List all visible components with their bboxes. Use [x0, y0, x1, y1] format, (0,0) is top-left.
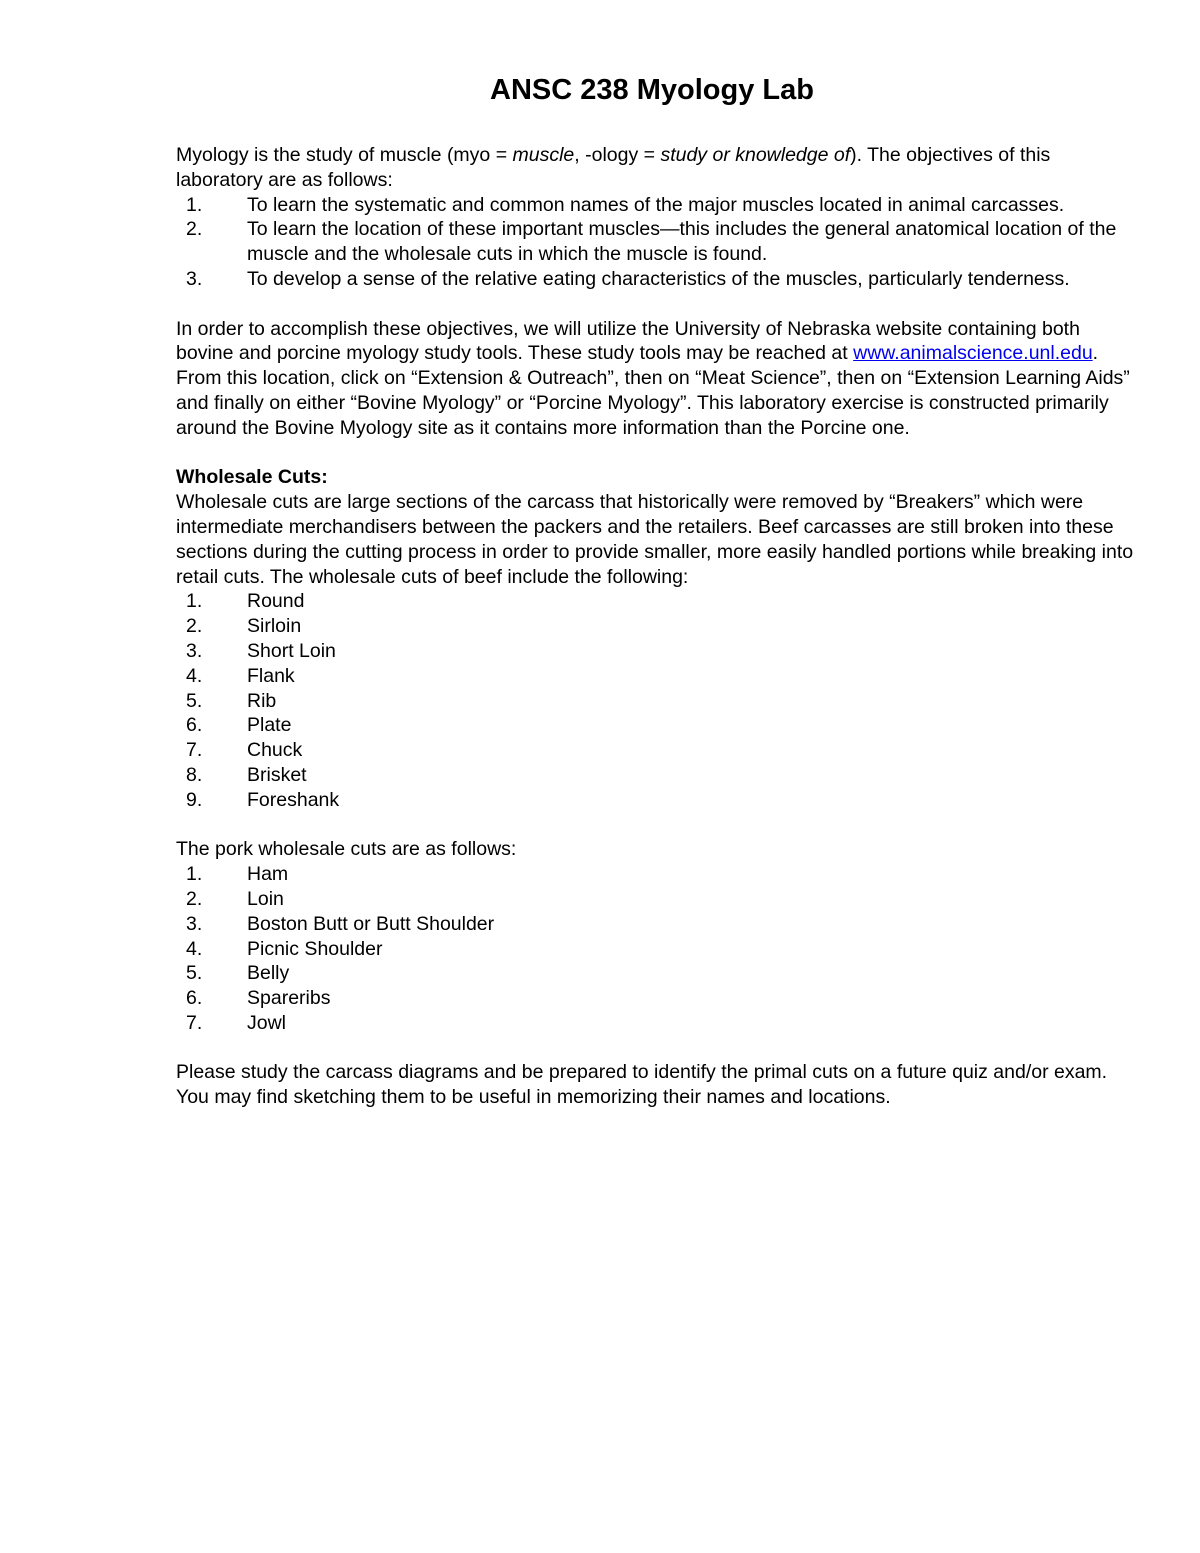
objectives-list [176, 193, 1136, 292]
list-number: 5. [186, 689, 203, 712]
list-item [176, 267, 1136, 292]
list-number: 4. [186, 664, 203, 687]
list-number: 6. [186, 714, 203, 737]
list-item [176, 986, 1136, 1011]
list-text: Rib [247, 689, 277, 712]
pork-intro: The pork wholesale cuts are as follows: [176, 838, 517, 861]
list-item [176, 614, 1136, 639]
website-link[interactable]: www.animalscience.unl.edu [853, 342, 1093, 365]
list-item [176, 887, 1136, 912]
closing-paragraph: Please study the carcass diagrams and be prepared to identify the primal cuts on a future quiz and/or exam. You may find sketching them to be useful in memorizing their names and locations. [176, 1061, 1108, 1109]
list-item [176, 193, 1136, 218]
list-number: 2. [186, 887, 203, 910]
list-number: 3. [186, 912, 203, 935]
list-item [176, 763, 1136, 788]
list-number: 6. [186, 987, 203, 1010]
list-number: 2. [186, 615, 203, 638]
list-text: Foreshank [247, 788, 340, 811]
list-text: To learn the systematic and common names of the major muscles located in animal carcasses. [247, 193, 1065, 216]
list-text: Chuck [247, 739, 303, 762]
list-number: 7. [186, 1011, 203, 1034]
list-number: 5. [186, 962, 203, 985]
intro-text-1: Myology is the study of muscle (myo = [176, 144, 513, 166]
intro-text-3: ). The objectives of this laboratory are as follows: [176, 144, 1051, 191]
list-text: Brisket [247, 763, 307, 786]
list-number: 3. [186, 639, 203, 662]
list-number: 8. [186, 763, 203, 786]
pork-cuts-list [176, 862, 1136, 1036]
intro-paragraph [176, 143, 1136, 193]
list-item [176, 689, 1136, 714]
list-number: 9. [186, 788, 203, 811]
list-item [176, 1011, 1136, 1036]
list-number: 4. [186, 937, 203, 960]
beef-cuts-list [176, 589, 1136, 812]
list-item [176, 589, 1136, 614]
list-number: 7. [186, 739, 203, 762]
list-number: 2. [186, 218, 203, 241]
list-item [176, 862, 1136, 887]
website-text-2: . From this location, click on “Extension & Outreach”, then on “Meat Science”, then on “Extension Learning Aids” and finally on either “Bovine Myology” or “Porcine Myology”. This laboratory exercise is constructed primarily around the Bovine Myology site as it contains more information than the Porcine one. [176, 342, 1130, 439]
list-item [176, 664, 1136, 689]
page-title: ANSC 238 Myology Lab [490, 74, 814, 106]
list-text: Picnic Shoulder [247, 937, 383, 960]
list-text: Jowl [247, 1011, 287, 1034]
list-text: Round [247, 590, 305, 613]
list-item [176, 738, 1136, 763]
list-text: Plate [247, 714, 292, 737]
list-item [176, 639, 1136, 664]
list-text: To develop a sense of the relative eating characteristics of the muscles, particularly tenderness. [247, 267, 1070, 290]
list-text: Spareribs [247, 987, 331, 1010]
website-paragraph [176, 317, 1136, 441]
list-number: 1. [186, 863, 203, 886]
list-number: 1. [186, 193, 203, 216]
list-text: Short Loin [247, 639, 336, 662]
website-text-1: In order to accomplish these objectives, we will utilize the University of Nebraska website containing both bovine and porcine myology study tools. These study tools may be reached at [176, 317, 1080, 365]
intro-study-italic: study or knowledge of [660, 144, 851, 166]
wholesale-heading: Wholesale Cuts: [176, 466, 328, 489]
intro-text-2: , -ology = [574, 144, 661, 166]
list-text: Flank [247, 664, 295, 687]
list-text: Ham [247, 863, 289, 886]
list-item [176, 961, 1136, 986]
list-text: Loin [247, 887, 284, 910]
list-text: Belly [247, 962, 290, 985]
list-item [176, 937, 1136, 962]
list-number: 3. [186, 267, 203, 290]
intro-muscle-italic: muscle [512, 144, 575, 166]
list-number: 1. [186, 590, 203, 613]
wholesale-paragraph: Wholesale cuts are large sections of the carcass that historically were removed by “Breakers” which were intermediate merchandisers between the packers and the retailers. Beef carcasses are still broken into these sections during the cutting process in order to provide smaller, more easily handled portions while breaking into retail cuts. The wholesale cuts of beef include the following: [176, 491, 1134, 588]
list-item [176, 217, 1136, 267]
list-text: To learn the location of these important muscles—this includes the general anatomical location of the muscle and the wholesale cuts in which the muscle is found. [247, 218, 1117, 266]
list-text: Boston Butt or Butt Shoulder [247, 912, 495, 935]
list-item [176, 912, 1136, 937]
list-item [176, 713, 1136, 738]
document-page [176, 70, 1136, 1110]
list-text: Sirloin [247, 615, 302, 638]
list-item [176, 788, 1136, 813]
